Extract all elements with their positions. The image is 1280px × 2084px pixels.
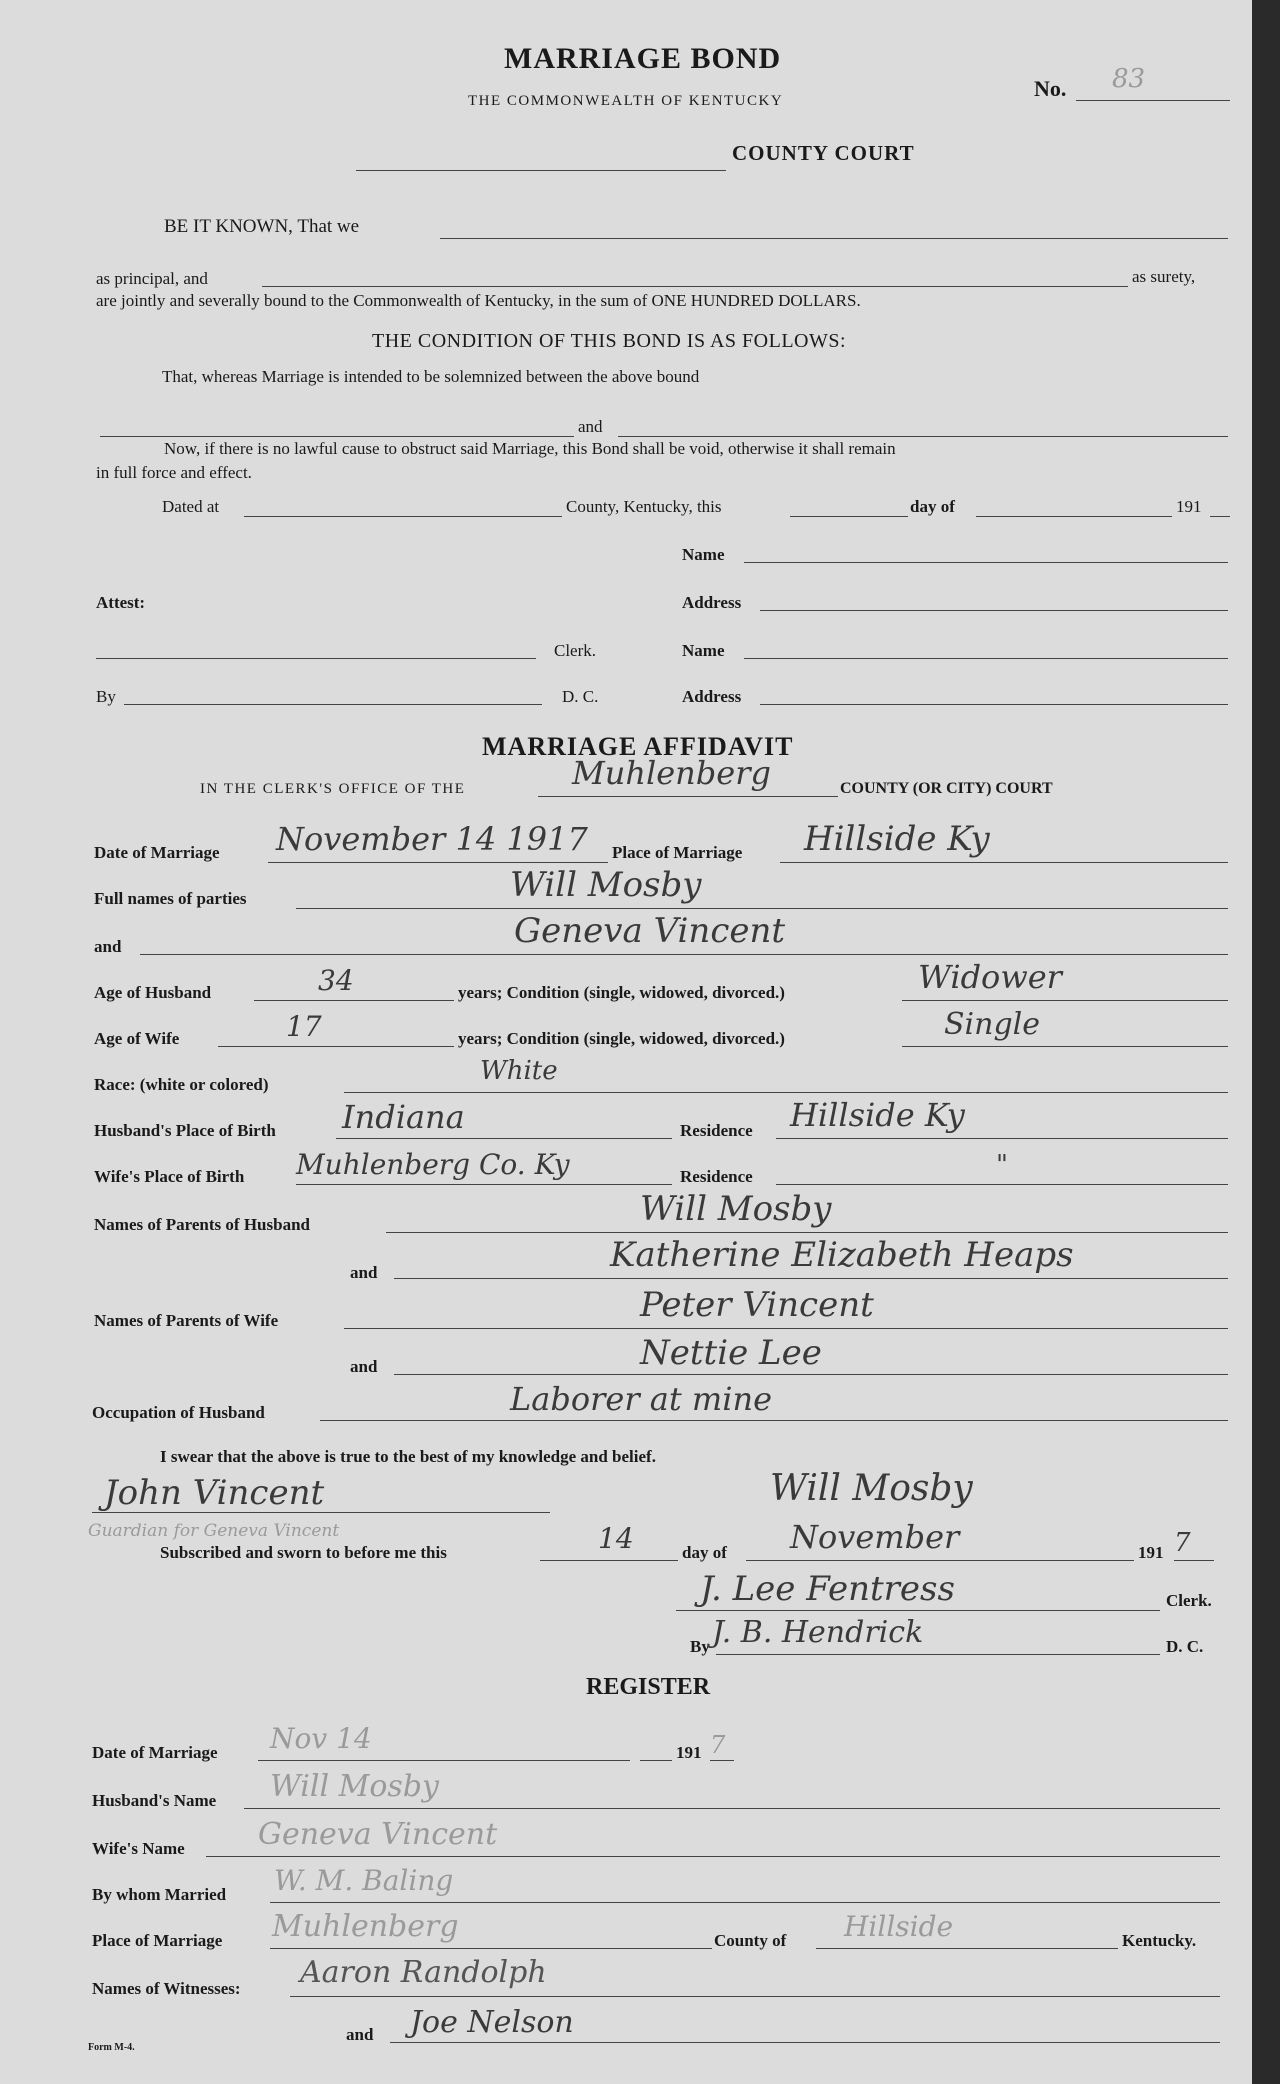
age-wife-label: Age of Wife (94, 1029, 180, 1048)
bond-and-label: and (578, 417, 603, 436)
subscribed-label: Subscribed and sworn to before me this (160, 1543, 447, 1562)
full-force-text: in full force and effect. (96, 463, 252, 482)
wife-father-value: Peter Vincent (640, 1285, 874, 1325)
husband-name-line (296, 908, 1228, 909)
attest-label: Attest: (96, 593, 146, 612)
date-of-marriage-label: Date of Marriage (94, 843, 220, 862)
husband-mother-value: Katherine Elizabeth Heaps (610, 1235, 1074, 1275)
swear-statement: I swear that the above is true to the best of my knowledge and belief. (160, 1447, 656, 1466)
now-if-text: Now, if there is no lawful cause to obstruct said Marriage, this Bond shall be void, otherwise it shall remain (164, 439, 896, 458)
register-by-whom-label: By whom Married (92, 1885, 227, 1904)
bond-clerk-label: Clerk. (554, 641, 597, 660)
place-of-marriage-label: Place of Marriage (612, 843, 743, 862)
register-date-value: Nov 14 (270, 1722, 372, 1755)
register-title: REGISTER (586, 1674, 711, 1700)
register-year-dash (640, 1760, 672, 1761)
register-county-line (816, 1948, 1118, 1949)
husband-mother-and-label: and (350, 1263, 378, 1282)
occupation-label: Occupation of Husband (92, 1403, 265, 1422)
name-label-2: Name (682, 641, 725, 660)
register-year-line (710, 1760, 734, 1761)
husband-birth-label: Husband's Place of Birth (94, 1121, 276, 1140)
bond-by-label: By (96, 687, 116, 706)
subscribed-year-label: 191 (1138, 1543, 1164, 1562)
guardian-note: Guardian for Geneva Vincent (88, 1521, 340, 1541)
age-husband-value: 34 (318, 964, 354, 997)
subscribed-day-line (540, 1560, 678, 1561)
county-ky-this-label: County, Kentucky, this (566, 497, 722, 516)
husband-residence-value: Hillside Ky (790, 1096, 965, 1134)
age-husband-label: Age of Husband (94, 983, 212, 1002)
subscribed-month-value: November (790, 1518, 960, 1556)
affidavit-and-label: and (94, 937, 122, 956)
dated-at-label: Dated at (162, 497, 220, 516)
register-place-line (270, 1948, 712, 1949)
register-county-of-label: County of (714, 1931, 787, 1950)
clerks-office-label: IN THE CLERK'S OFFICE OF THE (200, 781, 466, 797)
register-husband-label: Husband's Name (92, 1791, 217, 1810)
race-value: White (480, 1056, 558, 1086)
register-husband-line (244, 1808, 1220, 1809)
condition-heading: THE CONDITION OF THIS BOND IS AS FOLLOWS: (372, 330, 847, 352)
husband-signature: Will Mosby (770, 1468, 973, 1509)
county-court-label: COUNTY COURT (732, 141, 915, 165)
wife-birth-label: Wife's Place of Birth (94, 1167, 245, 1186)
wife-residence-value: " (996, 1150, 1008, 1180)
county-line (356, 170, 726, 171)
subscribed-month-line (746, 1560, 1134, 1561)
day-line (790, 516, 908, 517)
husband-mother-line (394, 1278, 1228, 1279)
husband-father-value: Will Mosby (640, 1189, 832, 1229)
wife-mother-value: Nettie Lee (640, 1333, 822, 1373)
address-line-2 (760, 704, 1228, 705)
form-number: Form M-4. (88, 2042, 135, 2053)
husband-birth-line (336, 1138, 672, 1139)
bound-party-line-1 (100, 436, 574, 437)
bond-no-label: No. (1034, 76, 1067, 101)
date-of-marriage-line (268, 862, 608, 863)
by-line (124, 704, 542, 705)
husband-father-line (386, 1232, 1228, 1233)
parents-wife-label: Names of Parents of Wife (94, 1311, 279, 1330)
name-line-2 (744, 658, 1228, 659)
as-surety-label: as surety, (1132, 267, 1196, 286)
age-wife-line (218, 1046, 454, 1047)
wife-father-line (344, 1328, 1228, 1329)
wife-residence-line (776, 1184, 1228, 1185)
race-label: Race: (white or colored) (94, 1075, 269, 1094)
register-witness2-value: Joe Nelson (410, 2005, 574, 2040)
register-county-value: Hillside (844, 1910, 954, 1943)
date-of-marriage-value: November 14 1917 (276, 820, 588, 858)
wife-condition-line (902, 1046, 1228, 1047)
bond-dc-label: D. C. (562, 687, 599, 706)
subscribed-day-of-label: day of (682, 1543, 727, 1562)
register-place-value: Muhlenberg (272, 1909, 459, 1944)
bound-party-line-2 (618, 436, 1228, 437)
guardian-signature: John Vincent (104, 1473, 325, 1513)
register-witness2-line (390, 2042, 1220, 2043)
county-name-line (538, 796, 838, 797)
bond-title: MARRIAGE BOND (504, 42, 782, 75)
bond-no-value: 83 (1112, 64, 1146, 94)
bond-subtitle: THE COMMONWEALTH OF KENTUCKY (468, 93, 784, 109)
occupation-value: Laborer at mine (510, 1380, 773, 1418)
wife-name-line (140, 954, 1228, 955)
address-label-2: Address (682, 687, 742, 706)
husband-condition-line (902, 1000, 1228, 1001)
register-wife-value: Geneva Vincent (258, 1817, 498, 1852)
dc-signature-line (716, 1654, 1160, 1655)
race-line (344, 1092, 1228, 1093)
register-kentucky-label: Kentucky. (1122, 1931, 1197, 1950)
address-label-1: Address (682, 593, 742, 612)
register-wife-label: Wife's Name (92, 1839, 185, 1858)
register-witness-and-label: and (346, 2025, 374, 2044)
principal-line (440, 238, 1228, 239)
husband-name-value: Will Mosby (510, 865, 702, 905)
affidavit-title: MARRIAGE AFFIDAVIT (482, 732, 794, 761)
day-of-label: day of (910, 497, 955, 516)
parents-husband-label: Names of Parents of Husband (94, 1215, 310, 1234)
register-year-label: 191 (676, 1743, 702, 1762)
name-line-1 (744, 562, 1228, 563)
affidavit-dc-label: D. C. (1166, 1637, 1204, 1656)
years-condition-label-1: years; Condition (single, widowed, divorced.) (458, 983, 785, 1002)
year-line (1210, 516, 1230, 517)
wife-mother-line (394, 1374, 1228, 1375)
address-line-1 (760, 610, 1228, 611)
register-wife-line (206, 1856, 1220, 1857)
register-date-label: Date of Marriage (92, 1743, 218, 1762)
register-husband-value: Will Mosby (270, 1769, 439, 1804)
affidavit-by-label: By (690, 1637, 710, 1656)
clerk-signature-line (676, 1610, 1160, 1611)
age-husband-line (254, 1000, 454, 1001)
surety-line (262, 286, 1128, 287)
wife-mother-and-label: and (350, 1357, 378, 1376)
place-of-marriage-line (780, 862, 1228, 863)
register-year-suffix: 7 (710, 1731, 726, 1759)
month-line (976, 516, 1172, 517)
clerk-line (96, 658, 536, 659)
name-label-1: Name (682, 545, 725, 564)
register-witness1-value: Aaron Randolph (300, 1955, 547, 1990)
county-or-city-label: COUNTY (OR CITY) COURT (840, 780, 1053, 797)
occupation-line (320, 1420, 1228, 1421)
husband-condition-value: Widower (918, 958, 1062, 996)
affidavit-clerk-label: Clerk. (1166, 1591, 1212, 1610)
clerk-signature: J. Lee Fentress (700, 1569, 955, 1609)
page-edge-shadow (1252, 0, 1280, 2084)
year-label: 191 (1176, 497, 1202, 516)
guardian-signature-line (92, 1512, 550, 1513)
register-place-label: Place of Marriage (92, 1931, 223, 1950)
county-name-value: Muhlenberg (572, 754, 771, 792)
dc-signature: J. B. Hendrick (712, 1615, 924, 1650)
age-wife-value: 17 (286, 1010, 322, 1043)
register-by-whom-value: W. M. Baling (274, 1864, 454, 1897)
years-condition-label-2: years; Condition (single, widowed, divorced.) (458, 1029, 785, 1048)
be-it-known: BE IT KNOWN, That we (164, 216, 360, 237)
as-principal-label: as principal, and (96, 269, 208, 288)
husband-residence-line (776, 1138, 1228, 1139)
bond-no-line (1076, 100, 1230, 101)
full-names-label: Full names of parties (94, 889, 247, 908)
place-of-marriage-value: Hillside Ky (804, 819, 990, 859)
that-whereas-text: That, whereas Marriage is intended to be solemnized between the above bound (162, 367, 700, 386)
subscribed-day-value: 14 (598, 1522, 634, 1555)
dated-at-line (244, 516, 562, 517)
subscribed-year-suffix: 7 (1174, 1528, 1191, 1558)
wife-residence-label: Residence (680, 1167, 753, 1186)
register-witnesses-label: Names of Witnesses: (92, 1979, 241, 1998)
husband-residence-label: Residence (680, 1121, 753, 1140)
wife-birth-line (296, 1184, 672, 1185)
wife-condition-value: Single (944, 1007, 1041, 1042)
wife-birth-value: Muhlenberg Co. Ky (296, 1148, 570, 1181)
register-witness1-line (290, 1996, 1220, 1997)
register-by-whom-line (270, 1902, 1220, 1903)
subscribed-year-line (1174, 1560, 1214, 1561)
husband-birth-value: Indiana (342, 1098, 465, 1136)
register-date-line (258, 1760, 630, 1761)
wife-name-value: Geneva Vincent (514, 911, 786, 951)
jointly-bound-text: are jointly and severally bound to the Commonwealth of Kentucky, in the sum of ONE HUNDRED DOLLARS. (96, 291, 861, 310)
